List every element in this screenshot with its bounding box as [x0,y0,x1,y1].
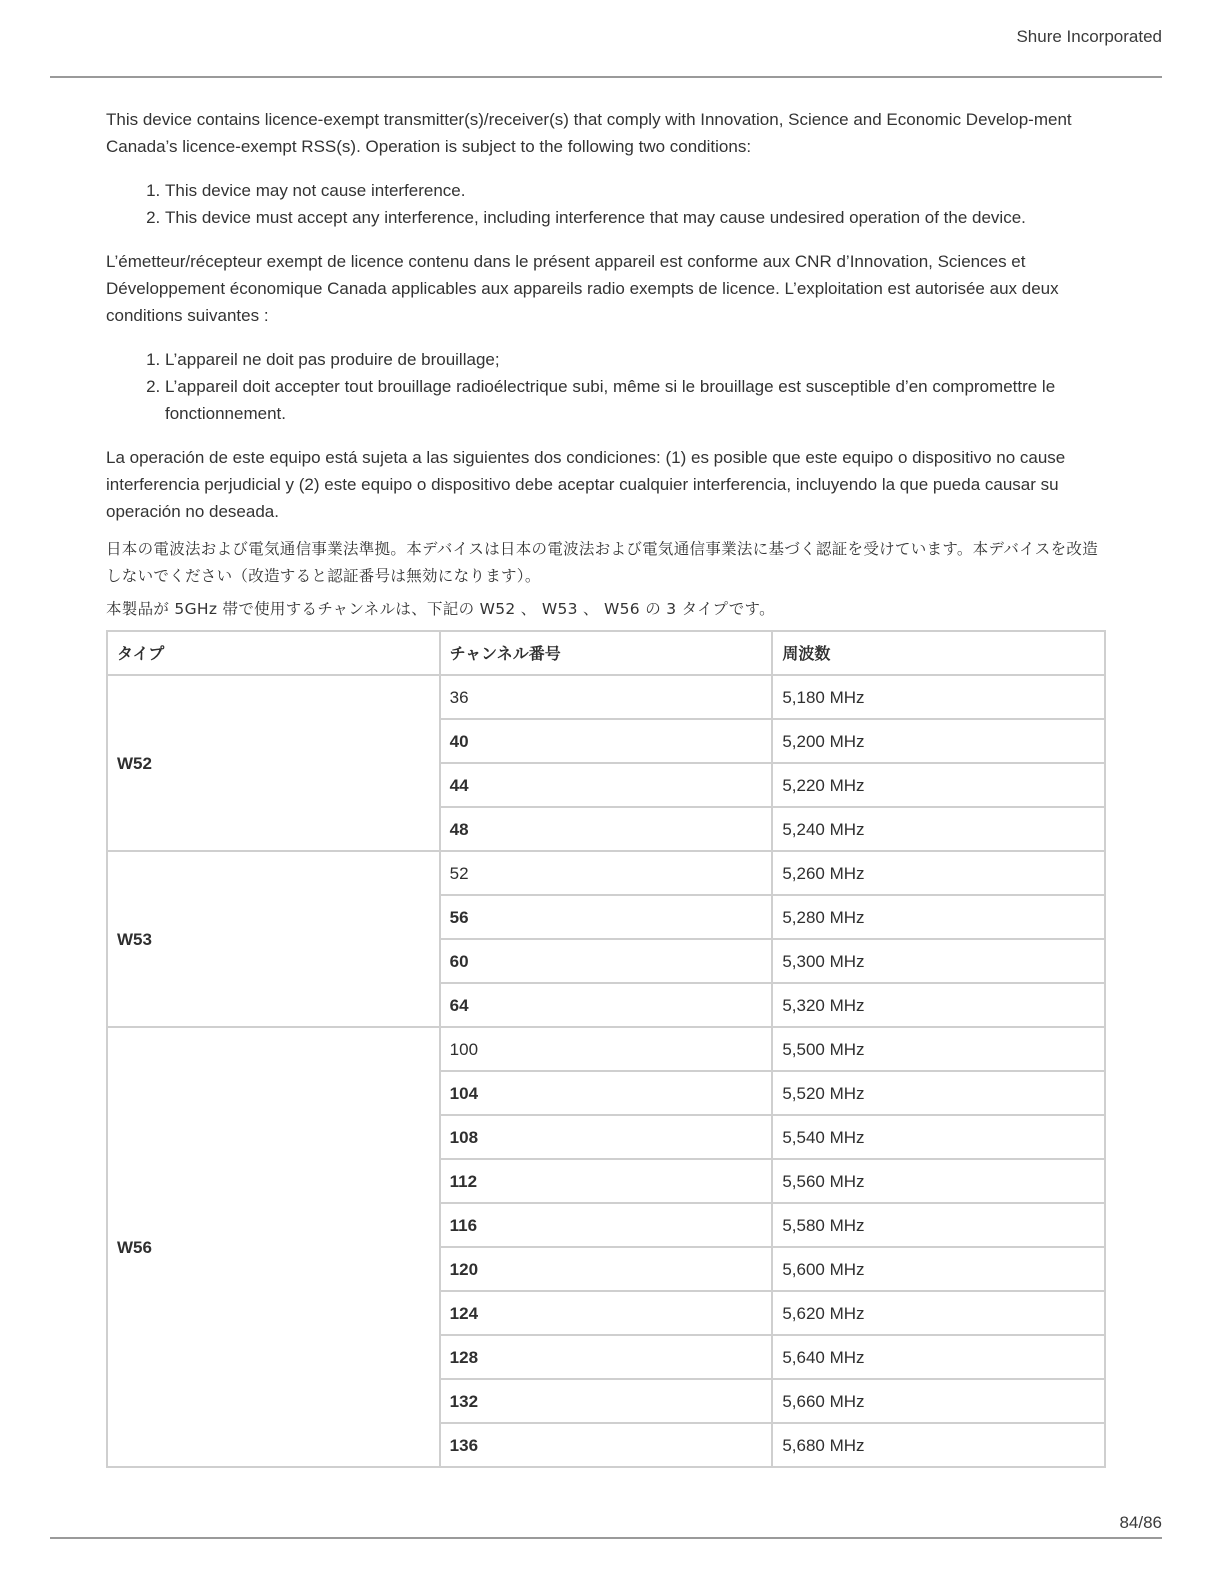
frequency-cell: 5,200 MHz [772,719,1105,763]
type-cell: W52 [107,675,440,851]
channel-cell: 132 [440,1379,773,1423]
header-divider [50,76,1162,78]
channel-cell: 124 [440,1291,773,1335]
frequency-cell: 5,320 MHz [772,983,1105,1027]
frequency-cell: 5,580 MHz [772,1203,1105,1247]
frequency-cell: 5,620 MHz [772,1291,1105,1335]
condition-en-item: 1. This device may not cause interference. [165,177,1106,204]
header-channel: チャンネル番号 [440,631,773,675]
conditions-fr-list [106,346,1106,427]
page-number: 84/86 [1119,1513,1162,1532]
frequency-cell: 5,660 MHz [772,1379,1105,1423]
frequency-cell: 5,600 MHz [772,1247,1105,1291]
frequency-cell: 5,240 MHz [772,807,1105,851]
channel-cell: 40 [440,719,773,763]
text-es: La operación de este equipo está sujeta a las siguientes dos condiciones: (1) es posible que este equipo o dispositivo no cause interferencia perjudicial y (2) este equipo o dispositivo debe aceptar cualquier interferencia, incluyendo la que pueda causar su operación no deseada. [106,448,1066,521]
frequency-cell: 5,280 MHz [772,895,1105,939]
channel-cell: 52 [440,851,773,895]
text-ja-compliance: 日本の電波法および電気通信事業法準拠。本デバイスは日本の電波法および電気通信事業法に基づく認証を受けています。本デバイスを改造しないでください（改造すると認証番号は無効になります）。 [106,540,1098,585]
type-cell: W56 [107,1027,440,1467]
channel-cell: 128 [440,1335,773,1379]
channel-cell: 112 [440,1159,773,1203]
conditions-en-list [106,177,1106,231]
frequency-cell: 5,540 MHz [772,1115,1105,1159]
intro-fr: L’émetteur/récepteur exempt de licence contenu dans le présent appareil est conforme aux CNR d’Innovation, Sciences et Développement économique Canada applicables aux appareils radio exempts de licence. L’exploitation est autorisée aux deux conditions suivantes : [106,252,1059,325]
frequency-cell: 5,560 MHz [772,1159,1105,1203]
document-body [106,106,1106,1468]
channel-cell: 100 [440,1027,773,1071]
frequency-cell: 5,640 MHz [772,1335,1105,1379]
channel-cell: 60 [440,939,773,983]
channel-frequency-table [106,630,1106,1468]
text-ja-channels: 本製品が 5GHz 帯で使用するチャンネルは、下記の W52 、 W53 、 W56 の 3 タイプです。 [106,600,775,618]
table-row [107,675,1105,719]
channel-cell: 56 [440,895,773,939]
frequency-cell: 5,520 MHz [772,1071,1105,1115]
condition-fr-item: 1. L’appareil ne doit pas produire de brouillage; [165,346,1106,373]
intro-en: This device contains licence-exempt transmitter(s)/receiver(s) that comply with Innovation, Science and Economic Develop-ment Canada’s licence-exempt RSS(s). Operation is subject to the following two conditions: [106,110,1072,156]
frequency-cell: 5,500 MHz [772,1027,1105,1071]
frequency-cell: 5,680 MHz [772,1423,1105,1467]
table-row [107,1027,1105,1071]
frequency-cell: 5,260 MHz [772,851,1105,895]
frequency-cell: 5,220 MHz [772,763,1105,807]
channel-cell: 36 [440,675,773,719]
header-company-name: Shure Incorporated [1016,27,1162,46]
header-frequency: 周波数 [772,631,1105,675]
channel-cell: 64 [440,983,773,1027]
type-cell: W53 [107,851,440,1027]
header-type: タイプ [107,631,440,675]
condition-en-item: 2. This device must accept any interference, including interference that may cause undesired operation of the device. [165,204,1106,231]
channel-cell: 104 [440,1071,773,1115]
table-row [107,851,1105,895]
channel-cell: 108 [440,1115,773,1159]
table-header-row [107,631,1105,675]
channel-cell: 136 [440,1423,773,1467]
channel-cell: 120 [440,1247,773,1291]
condition-fr-item: 2. L’appareil doit accepter tout brouillage radioélectrique subi, même si le brouillage est susceptible d’en compromettre le fonctionnement. [165,373,1106,427]
footer-divider [50,1537,1162,1539]
channel-cell: 48 [440,807,773,851]
channel-cell: 116 [440,1203,773,1247]
frequency-cell: 5,300 MHz [772,939,1105,983]
frequency-cell: 5,180 MHz [772,675,1105,719]
channel-cell: 44 [440,763,773,807]
